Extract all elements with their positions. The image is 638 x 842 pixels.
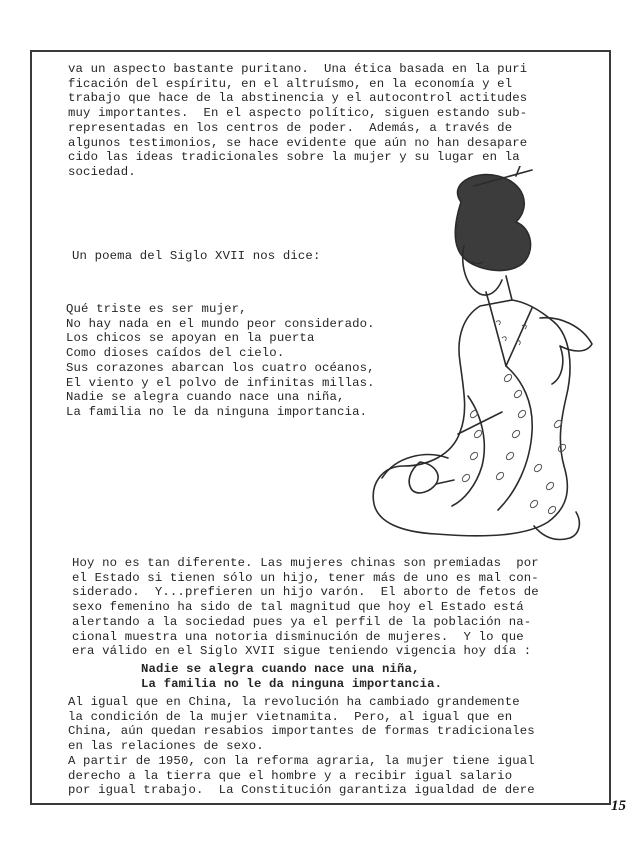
paragraph-china-today: Hoy no es tan diferente. Las mujeres chinas son premiadas por el Estado si tienen sólo un hijo, tener más de uno es mal con- siderado. Y...prefieren un hijo varón. El aborto de fetos de sexo femenino ha sido de tal magnitud que hoy el Estado está alertando a la sociedad pues ya el perfil de la población na- cional muestra una notoria disminución de mujeres. Y lo que era válido en el Siglo XVII sigue teniendo vigencia hoy día : [72, 556, 539, 659]
paragraph-puritan: va un aspecto bastante puritano. Una ética basada en la puri ficación del espíritu, en el altruísmo, en la economía y el trabajo que hace de la abstinencia y el autocontrol actitudes muy importantes. En el aspecto político, siguen estando sub- representadas en los centros de poder. Además, a través de algunos testimonios, se hace evidente que aún no han desapare cido las ideas tradicionales sobre la mujer y su lugar en la sociedad. [68, 62, 528, 179]
poem-intro: Un poema del Siglo XVII nos dice: [72, 249, 321, 263]
page-number: 15 [611, 798, 626, 814]
poem-quote: Nadie se alegra cuando nace una niña, La familia no le da ninguna importancia. [141, 662, 443, 691]
paragraph-vietnam: Al igual que en China, la revolución ha cambiado grandemente la condición de la mujer vietnamita. Pero, al igual que en China, aún quedan resabios importantes de formas tradicionales en las relaciones de sexo. A partir de 1950, con la reforma agraria, la mujer tiene igual derecho a la tierra que el hombre y a recibir igual salario por igual trabajo. La Constitución garantiza igualdad de dere [68, 695, 535, 798]
kneeling-woman-illustration [356, 166, 602, 544]
poem-text: Qué triste es ser mujer, No hay nada en el mundo peor considerado. Los chicos se apoyan en la puerta Como dioses caídos del cielo. Sus corazones abarcan los cuatro océanos, El viento y el polvo de infinitas millas. Nadie se alegra cuando nace una niña, La familia no le da ninguna importancia. [66, 302, 375, 419]
